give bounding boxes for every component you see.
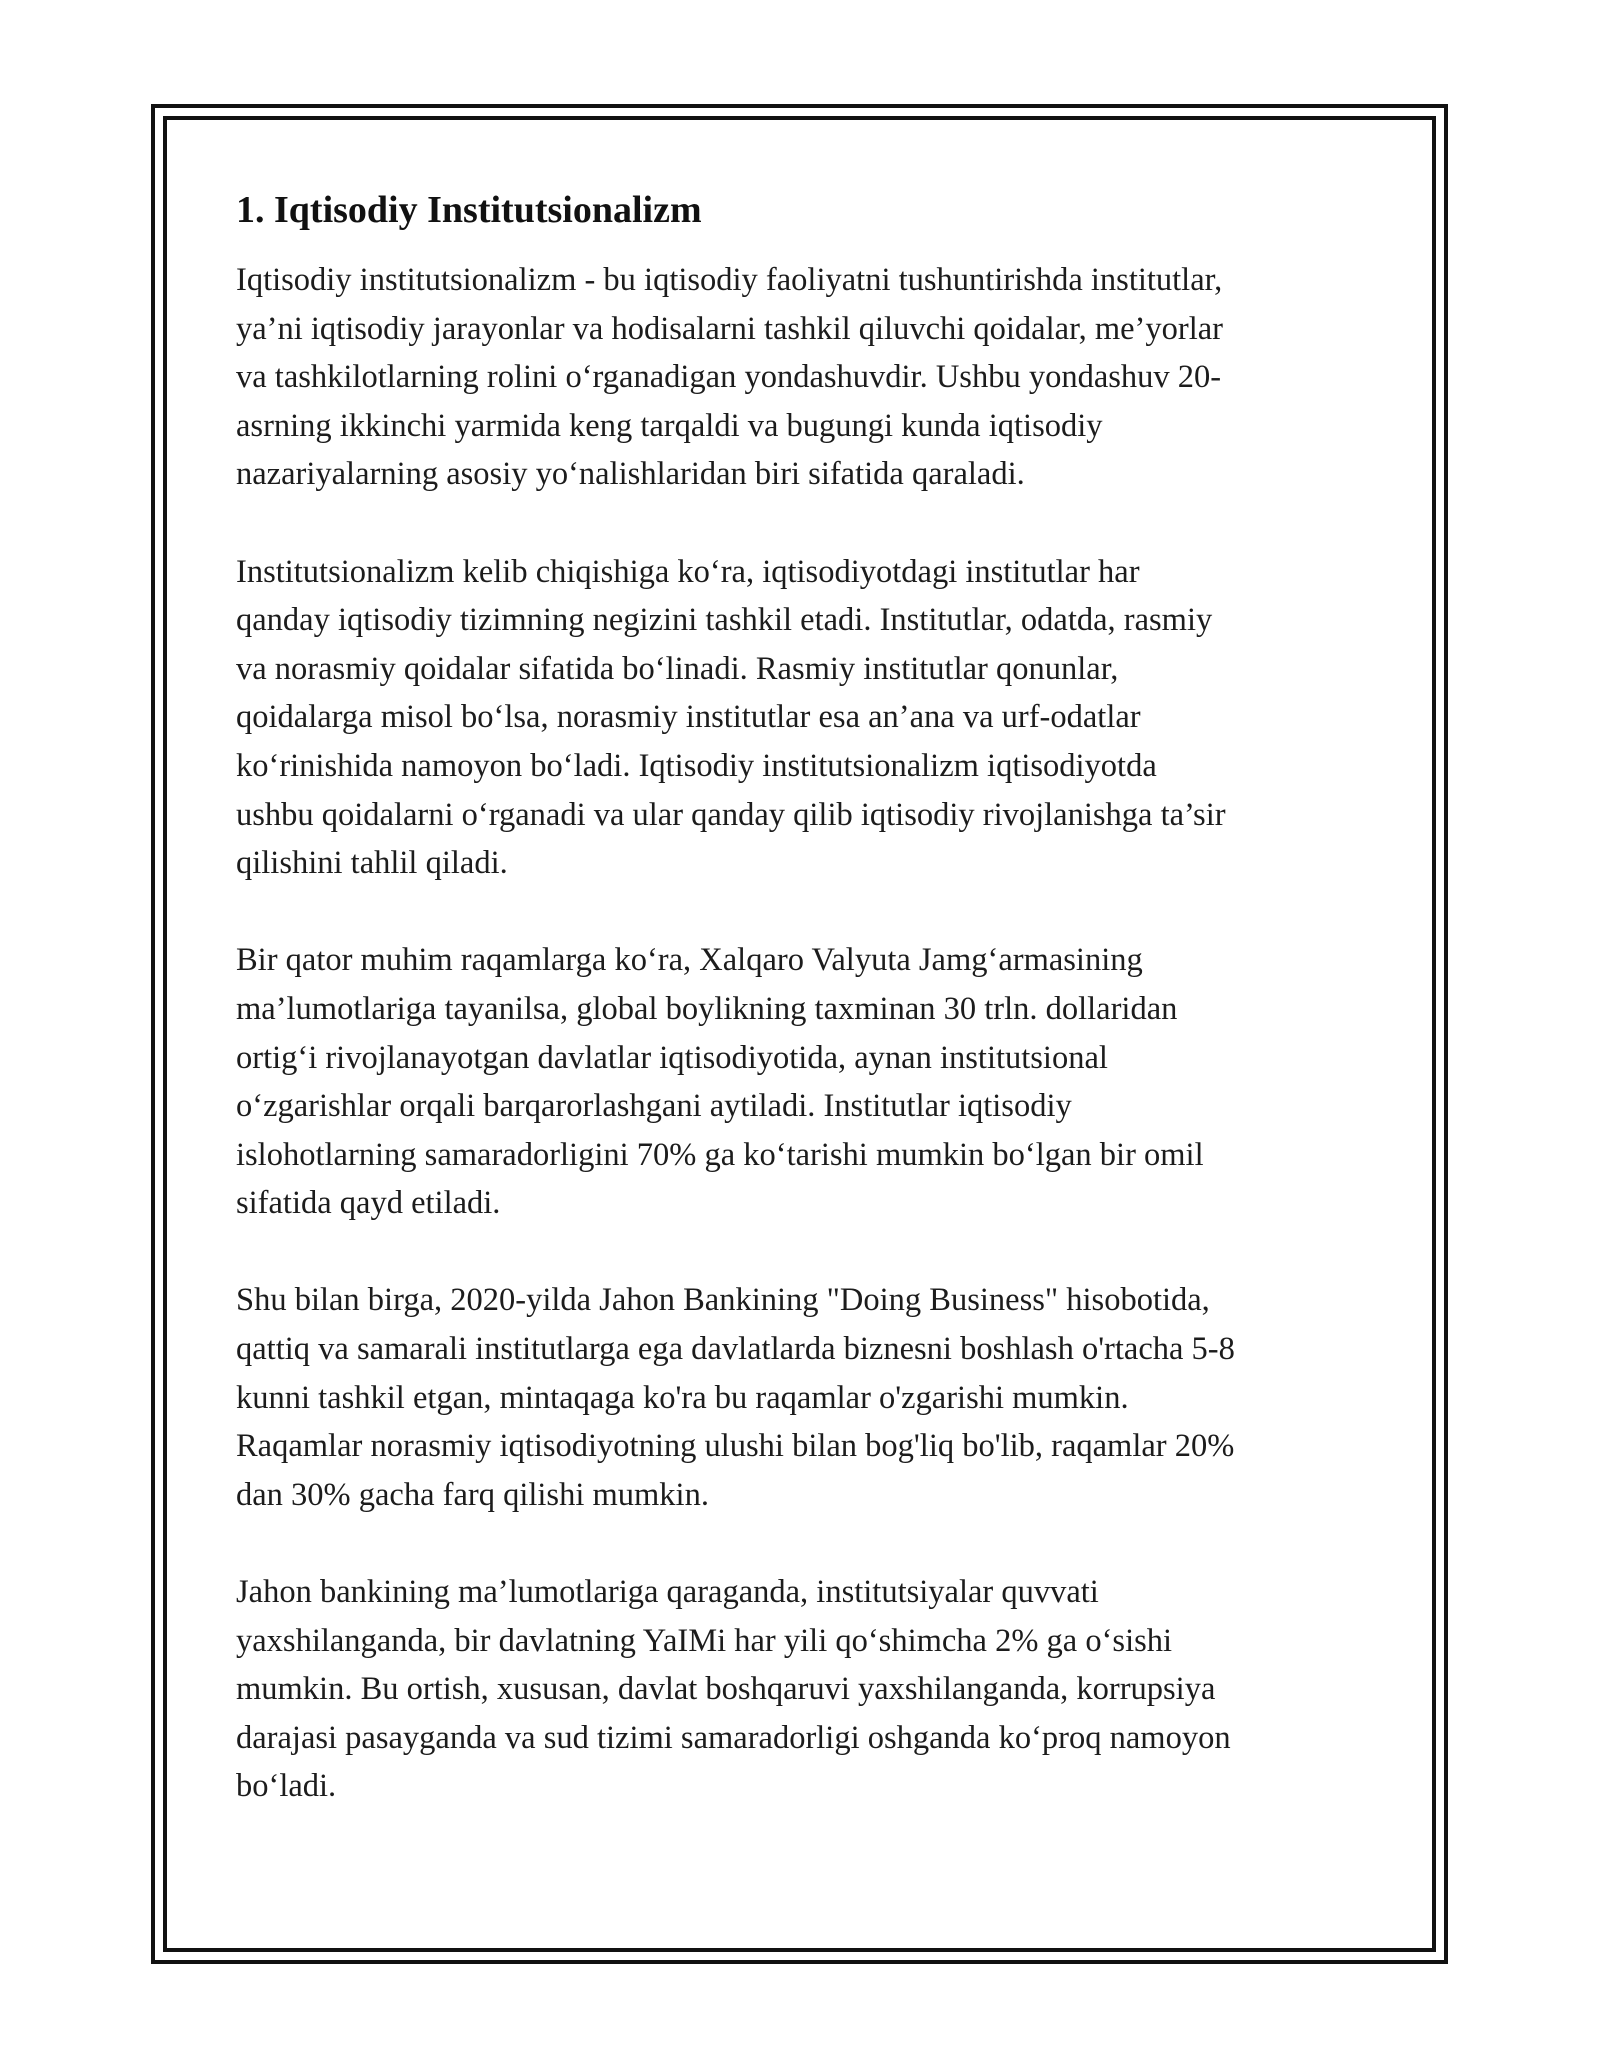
paragraph-1: Iqtisodiy institutsionalizm - bu iqtisodiy faoliyatni tushuntirishda institutlar, ya’ni iqtisodiy jarayonlar va hodisalarni tashkil qiluvchi qoidalar, me’yorlar va tashkilotlarning rolini o‘rganadigan yondashuvdir. Ushbu yondashuv 20- asrning ikkinchi yarmida keng tarqaldi va bugungi kunda iqtisodiy nazariyalarning asosiy yo‘nalishlaridan biri sifatida qaraladi.: [236, 262, 1223, 493]
section-heading: 1. Iqtisodiy Institutsionalizm: [236, 189, 702, 231]
paragraph-5: Jahon bankining ma’lumotlariga qaraganda, institutsiyalar quvvati yaxshilanganda, bir davlatning YaIMi har yili qo‘shimcha 2% ga o‘sishi mumkin. Bu ortish, xususan, davlat boshqaruvi yaxshilanganda, korrupsiya darajasi pasayganda va sud tizimi samaradorligi oshganda ko‘proq namoyon bo‘ladi.: [236, 1574, 1231, 1805]
paragraph-3: Bir qator muhim raqamlarga ko‘ra, Xalqaro Valyuta Jamg‘armasining ma’lumotlariga tayanilsa, global boylikning taxminan 30 trln. dollaridan ortig‘i rivojlanayotgan davlatlar iqtisodiyotida, aynan institutsional o‘zgarishlar orqali barqarorlashgani aytiladi. Institutlar iqtisodiy islohotlarning samaradorligini 70% ga ko‘tarishi mumkin bo‘lgan bir omil sifatida qayd etiladi.: [236, 942, 1204, 1222]
paragraph-2: Institutsionalizm kelib chiqishiga ko‘ra, iqtisodiyotdagi institutlar har qanday iqtisodiy tizimning negizini tashkil etadi. Institutlar, odatda, rasmiy va norasmiy qoidalar sifatida bo‘linadi. Rasmiy institutlar qonunlar, qoidalarga misol bo‘lsa, norasmiy institutlar esa an’ana va urf-odatlar ko‘rinishida namoyon bo‘ladi. Iqtisodiy institutsionalizm iqtisodiyotda ushbu qoidalarni o‘rganadi va ular qanday qilib iqtisodiy rivojlanishga ta’sir qilishini tahlil qiladi.: [236, 553, 1226, 882]
paragraph-4: Shu bilan birga, 2020-yilda Jahon Bankining "Doing Business" hisobotida, qattiq va samarali institutlarga ega davlatlarda biznesni boshlash o'rtacha 5-8 kunni tashkil etgan, mintaqaga ko'ra bu raqamlar o'zgarishi mumkin. Raqamlar norasmiy iqtisodiyotning ulushi bilan bog'liq bo'lib, raqamlar 20% dan 30% gacha farq qilishi mumkin.: [236, 1282, 1235, 1513]
document-body: [236, 186, 1376, 1860]
